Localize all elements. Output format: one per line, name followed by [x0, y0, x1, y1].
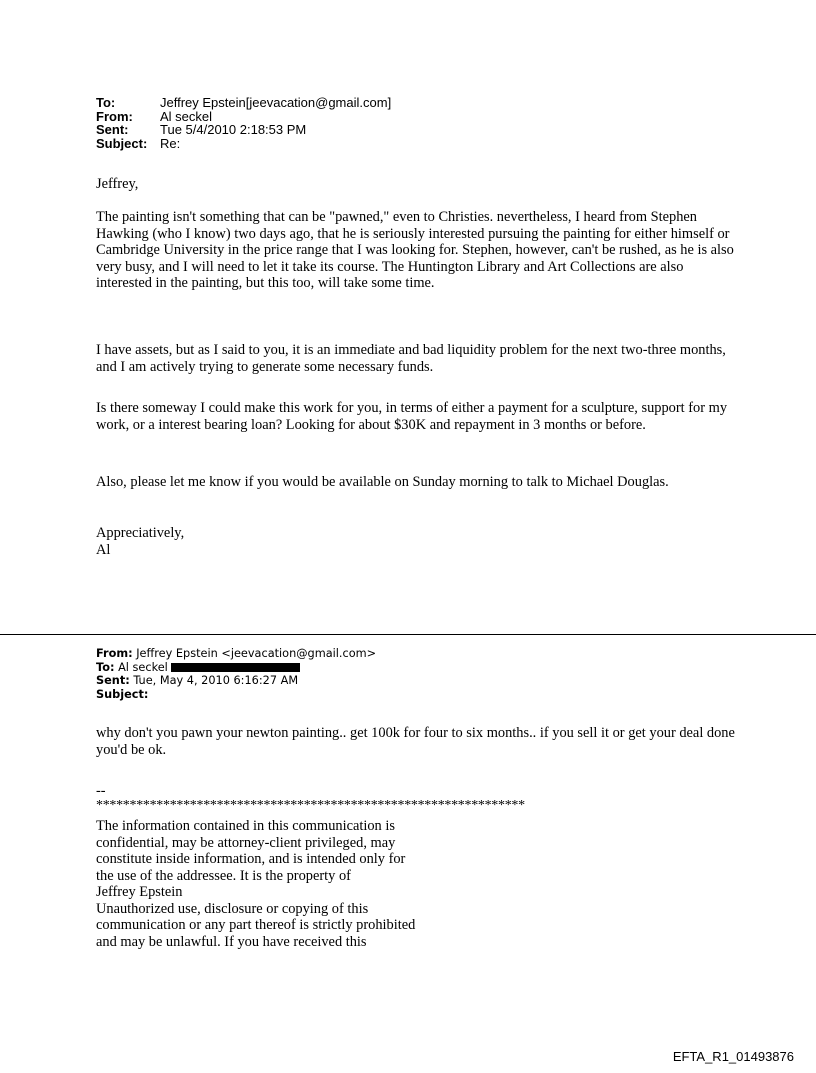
from-row — [96, 110, 391, 124]
to-value: Al seckel — [118, 660, 168, 674]
sent-value: Tue 5/4/2010 2:18:53 PM — [160, 122, 307, 137]
greeting: Jeffrey, — [96, 176, 139, 192]
separator-stars: **************************************************************** — [96, 798, 525, 813]
from-value: Jeffrey Epstein <jeevacation@gmail.com> — [136, 647, 377, 660]
disclaimer-line: constitute inside information, and is intended only for — [96, 851, 406, 867]
email2-header — [96, 647, 376, 701]
disclaimer-line: and may be unlawful. If you have received this — [96, 933, 367, 950]
email1-paragraph: The painting isn't something that can be "pawned," even to Christies. nevertheless, I heard from Stephen Hawking (who I know) two days ago, that he is seriously interested pursuing the painting for either himself or Cambridge University in the price range that I was looking for. Stephen, however, can't be rushed, as he is also very busy, and I will need to let it take its course. The Huntington Library and Art Collections are also interested in the painting, but this too, will take some time. — [96, 209, 734, 291]
subject-label: Subject: — [96, 687, 149, 701]
from-value: Al seckel — [160, 108, 213, 124]
to-row — [96, 96, 391, 110]
from-label: From: — [96, 108, 133, 124]
disclaimer-line: Jeffrey Epstein — [96, 884, 183, 900]
disclaimer-line: Unauthorized use, disclosure or copying of this — [96, 900, 369, 917]
to-row — [96, 661, 376, 675]
subject-value: Re: — [160, 135, 181, 151]
disclaimer-line: confidential, may be attorney-client privileged, may — [96, 834, 396, 851]
from-label: From: — [96, 647, 133, 660]
disclaimer-line: The information contained in this communication is — [96, 818, 395, 834]
from-row — [96, 647, 376, 661]
sent-label: Sent: — [96, 122, 129, 137]
to-label: To: — [96, 95, 116, 110]
sent-row — [96, 674, 376, 688]
divider — [0, 634, 816, 635]
sent-row — [96, 123, 391, 137]
disclaimer — [96, 818, 736, 950]
to-label: To: — [96, 660, 115, 674]
disclaimer-line: the use of the addressee. It is the property of — [96, 867, 351, 884]
email1-paragraph: I have assets, but as I said to you, it is an immediate and bad liquidity problem for the next two-three months, and I am actively trying to generate some necessary funds. — [96, 342, 726, 375]
email1-paragraph: Is there someway I could make this work for you, in terms of either a payment for a sculpture, support for my work, or a interest bearing loan? Looking for about $30K and repayment in 3 months or before. — [96, 400, 728, 433]
signature-block — [96, 525, 736, 558]
signature: Al — [96, 541, 111, 558]
email1-header — [96, 96, 391, 150]
subject-row — [96, 137, 391, 151]
signature-dashes: -- — [96, 783, 106, 799]
document-id: EFTA_R1_01493876 — [672, 1049, 794, 1064]
subject-row — [96, 688, 376, 702]
redaction-bar — [171, 663, 300, 672]
subject-label: Subject: — [96, 135, 148, 151]
email2-body: why don't you pawn your newton painting.. get 100k for four to six months.. if you sell it or get your deal done you'd be ok. — [96, 725, 735, 758]
sent-label: Sent: — [96, 674, 130, 687]
to-value: Jeffrey Epstein[jeevacation@gmail.com] — [160, 95, 392, 110]
email1-paragraph: Also, please let me know if you would be available on Sunday morning to talk to Michael Douglas. — [96, 474, 669, 490]
signoff: Appreciatively, — [96, 525, 185, 541]
disclaimer-line: communication or any part thereof is strictly prohibited — [96, 917, 416, 933]
sent-value: Tue, May 4, 2010 6:16:27 AM — [133, 674, 299, 687]
